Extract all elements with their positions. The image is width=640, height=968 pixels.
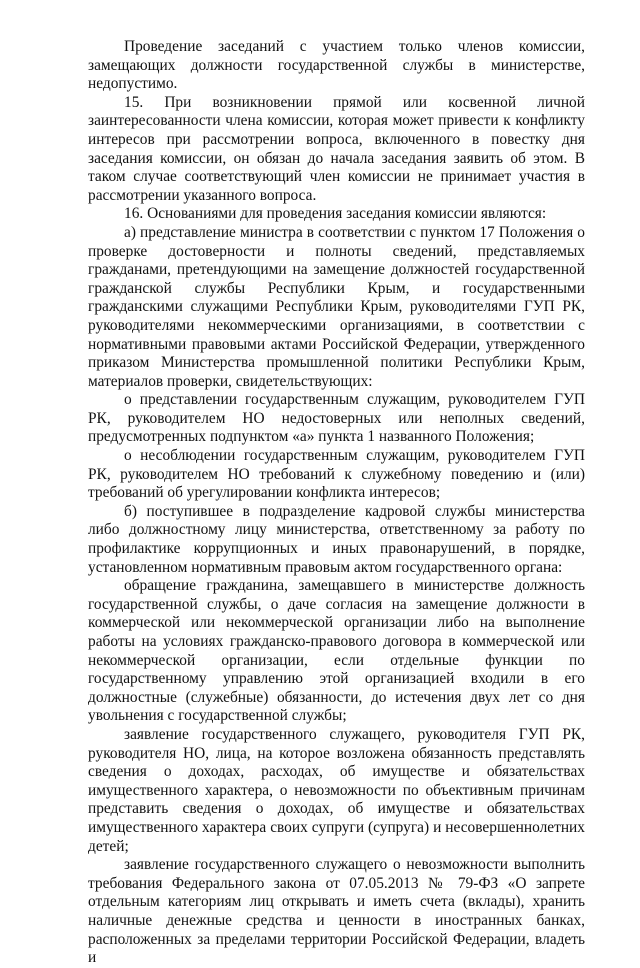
paragraph-15-conflict-of-interest: 15. При возникновении прямой или косвенной личной заинтересованности члена комиссии, которая может привести к конфликту интересов при рассмотрении вопроса, включенного в повестку дня заседания комиссии, он обязан до начала заседания заявить об этом. В таком случае соответствующий член комиссии не принимает участия в рассмотрении указанного вопроса. — [88, 93, 585, 204]
paragraph-16a-non-compliance: о несоблюдении государственным служащим, руководителем ГУП РК, руководителем НО требований к служебному поведению и (или) требований об урегулировании конфликта интересов; — [88, 447, 585, 502]
document-page — [88, 38, 585, 968]
paragraph-16a-minister-submission: а) представление министра в соответствии с пунктом 17 Положения о проверке достоверности и полноты сведений, представляемых гражданами, претендующими на замещение должностей государственной гражданской службы Республики Крым, и государственными гражданскими служащими Республики Крым, руководителями ГУП РК, руководителями некоммерческими организациями, в соответствии с нормативными правовыми актами Российской Федерации, утвержденного приказом Министерства промышленной политики Республики Крым, материалов проверки, свидетельствующих: — [88, 223, 585, 390]
paragraph-16b-received: б) поступившее в подразделение кадровой службы министерства либо должностному лицу министерства, ответственному за работу по профилактике коррупционных и иных правонарушений, в порядке, установленном нормативным правовым актом государственного органа: — [88, 502, 585, 576]
paragraph-foreign-accounts: заявление государственного служащего о невозможности выполнить требования Федерального закона от 07.05.2013 № 79-ФЗ «О запрете отдельным категориям лиц открывать и иметь счета (вклады), хранить наличные денежные средства и ценности в иностранных банках, расположенных за пределами территории Российской Федерации, владеть и — [88, 856, 585, 967]
paragraph-citizen-appeal: обращение гражданина, замещавшего в министерстве должность государственной службы, о даче согласия на замещение должности в коммерческой или некоммерческой организации либо на выполнение работы на условиях гражданско-правового договора в коммерческой или некоммерческой организации, если отдельные функции по государственному управлению этой организацией входили в его должностные (служебные) обязанности, до истечения двух лет со дня увольнения с государственной службы; — [88, 577, 585, 725]
paragraph-meeting-quorum: Проведение заседаний с участием только членов комиссии, замещающих должности государственной службы в министерстве, недопустимо. — [88, 38, 585, 93]
paragraph-16a-false-info: о представлении государственным служащим, руководителем ГУП РК, руководителем НО недостоверных или неполных сведений, предусмотренных подпунктом «а» пункта 1 названного Положения; — [88, 391, 585, 446]
paragraph-16-grounds: 16. Основаниями для проведения заседания комиссии являются: — [124, 205, 547, 223]
paragraph-income-statement: заявление государственного служащего, руководителя ГУП РК, руководителя НО, лица, на которое возложена обязанность представлять сведения о доходах, расходах, об имуществе и обязательствах имущественного характера, о невозможности по объективным причинам представить сведения о доходах, об имуществе и обязательствах имущественного характера своих супруги (супруга) и несовершеннолетних детей; — [88, 725, 585, 855]
